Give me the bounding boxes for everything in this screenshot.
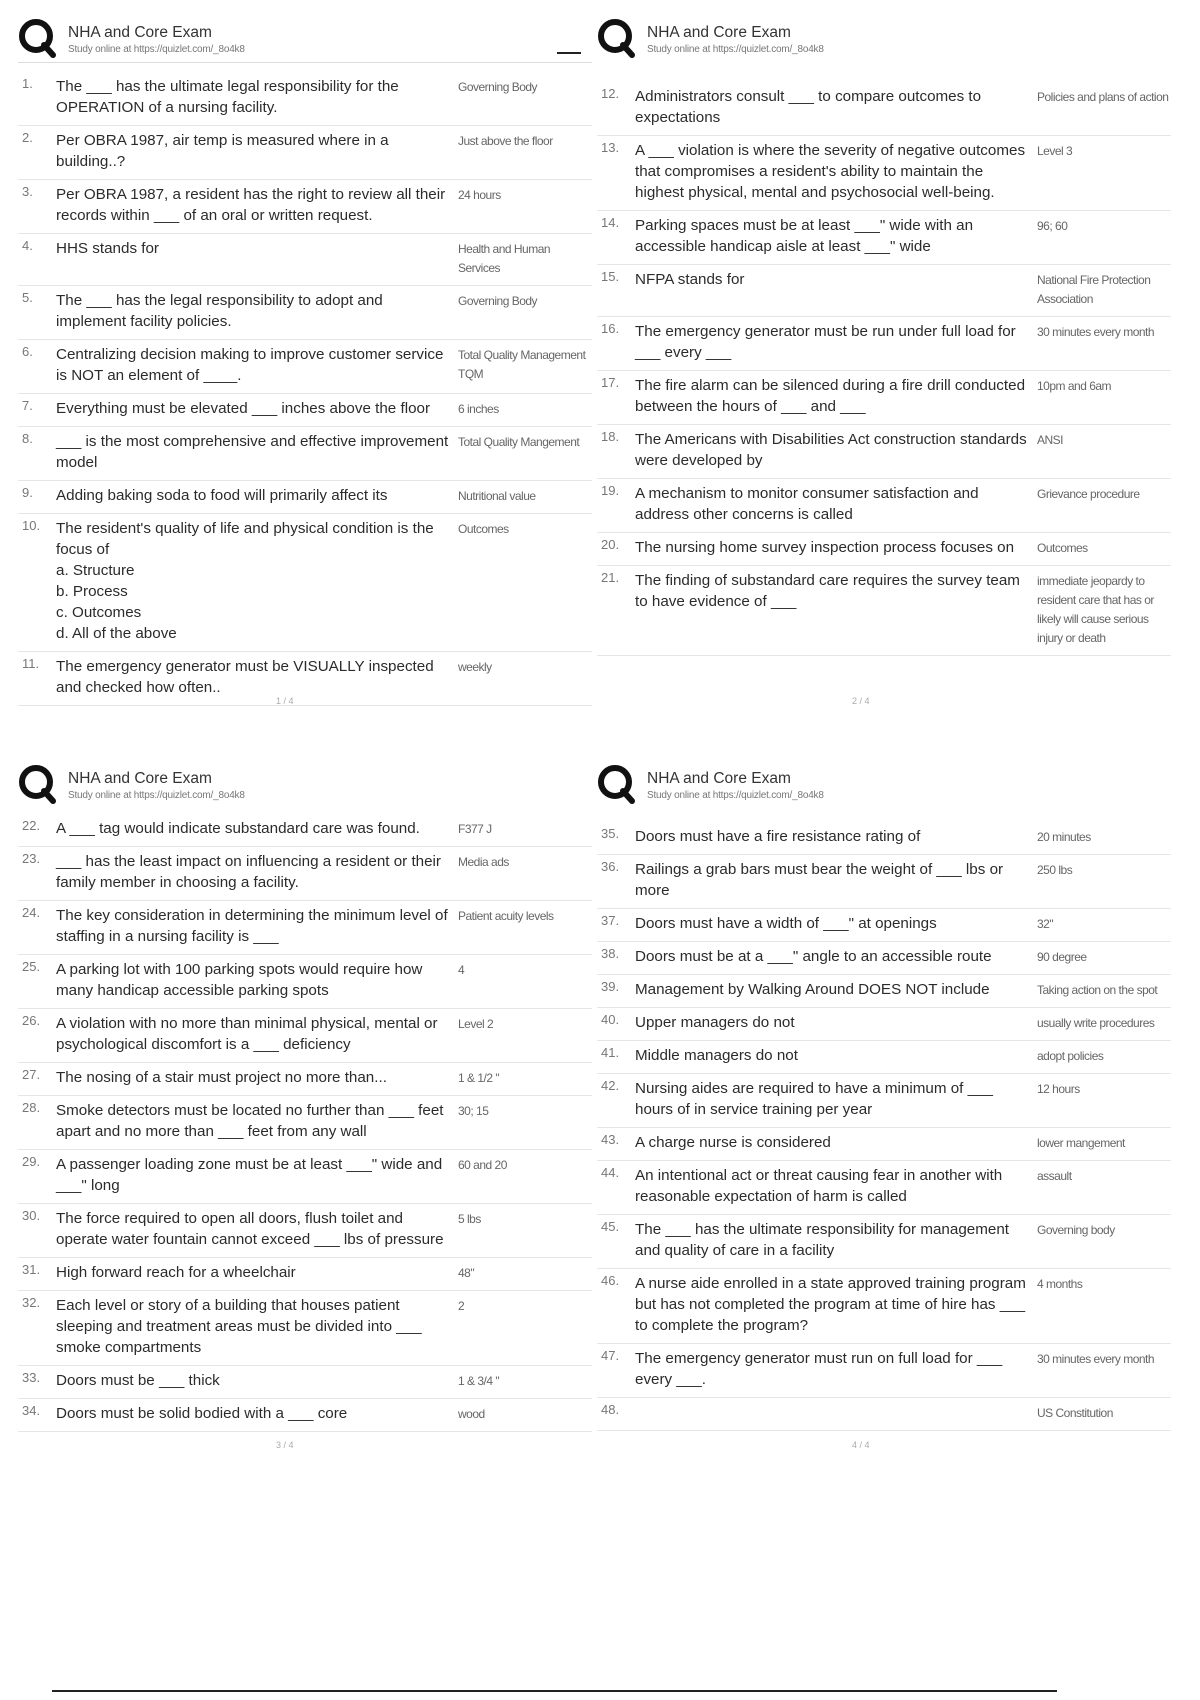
answer-text: immediate jeopardy to resident care that has or likely will cause serious injury or death: [1037, 574, 1154, 645]
qa-row: [597, 82, 1171, 136]
question-number: 7.: [22, 398, 33, 413]
question-text: [56, 431, 458, 473]
question-text: [635, 140, 1037, 203]
qa-row: [18, 1399, 592, 1432]
qa-row: [597, 1269, 1171, 1344]
answer-text: Level 2: [458, 1017, 494, 1031]
question-number: 34.: [22, 1403, 41, 1418]
question-number: 48.: [601, 1402, 620, 1417]
question-text: [635, 1219, 1037, 1261]
question-stem: The nosing of a stair must project no more than...: [56, 1069, 387, 1086]
qa-row: [597, 1215, 1171, 1269]
qa-row: [18, 847, 592, 901]
question-text: [56, 1208, 458, 1250]
question-number: 10.: [22, 518, 41, 533]
question-stem: A charge nurse is considered: [635, 1134, 831, 1151]
qa-row: [18, 814, 592, 847]
page-header: [18, 764, 592, 814]
page-number: 4 / 4: [852, 1440, 870, 1450]
answer-text: ANSI: [1037, 433, 1064, 447]
question-text: [635, 1273, 1037, 1336]
question-stem: The ___ has the ultimate responsibility for management and quality of care in a facility: [635, 1221, 1009, 1259]
qa-row: [18, 234, 592, 286]
deck-title: NHA and Core Exam: [68, 24, 212, 41]
answer-text: lower mangement: [1037, 1136, 1125, 1150]
answer-text: 96; 60: [1037, 219, 1068, 233]
qa-row: [18, 72, 592, 126]
qa-row: [18, 394, 592, 427]
answer-text: 4 months: [1037, 1277, 1083, 1291]
question-stem: The ___ has the ultimate legal responsibility for the OPERATION of a nursing facility.: [56, 78, 399, 116]
question-text: [56, 1403, 458, 1424]
answer-text: 6 inches: [458, 402, 499, 416]
question-text: [56, 1370, 458, 1391]
question-stem: The Americans with Disabilities Act construction standards were developed by: [635, 431, 1027, 469]
question-text: [56, 184, 458, 226]
question-stem: The emergency generator must be run under full load for ___ every ___: [635, 323, 1016, 361]
question-number: 22.: [22, 818, 41, 833]
study-link[interactable]: Study online at https://quizlet.com/_8o4k8: [68, 44, 245, 55]
qa-row: [597, 479, 1171, 533]
question-text: [635, 1078, 1037, 1120]
answer-text: Governing Body: [458, 294, 538, 308]
answer-text: 20 minutes: [1037, 830, 1091, 844]
question-stem: Middle managers do not: [635, 1047, 798, 1064]
answer-text: 5 lbs: [458, 1212, 481, 1226]
qa-row: [18, 955, 592, 1009]
qa-row: [18, 180, 592, 234]
question-text: [635, 537, 1037, 558]
question-stem: Management by Walking Around DOES NOT include: [635, 981, 990, 998]
question-number: 11.: [22, 656, 40, 671]
question-text: [56, 1262, 458, 1283]
quizlet-logo-icon: [597, 764, 637, 804]
answer-text: Health and Human Services: [458, 242, 551, 275]
question-number: 38.: [601, 946, 620, 961]
answer-text: 4: [458, 963, 465, 977]
question-text: [635, 1045, 1037, 1066]
answer-text: Governing Body: [458, 80, 538, 94]
question-text: [635, 483, 1037, 525]
question-stem: Doors must be solid bodied with a ___ core: [56, 1405, 348, 1422]
answer-option: b. Process: [56, 583, 128, 600]
answer-text: Patient acuity levels: [458, 909, 554, 923]
question-stem: A mechanism to monitor consumer satisfaction and address other concerns is called: [635, 485, 979, 523]
answer-text: National Fire Protection Association: [1037, 273, 1151, 306]
answer-text: 60 and 20: [458, 1158, 507, 1172]
qa-row: [597, 211, 1171, 265]
question-text: [56, 344, 458, 386]
question-number: 3.: [22, 184, 33, 199]
qa-row: [18, 1291, 592, 1366]
answer-text: assault: [1037, 1169, 1072, 1183]
question-stem: The finding of substandard care requires the survey team to have evidence of ___: [635, 572, 1020, 610]
question-stem: Administrators consult ___ to compare outcomes to expectations: [635, 88, 982, 126]
question-stem: Adding baking soda to food will primarily affect its: [56, 487, 388, 504]
question-stem: Doors must be at a ___" angle to an accessible route: [635, 948, 992, 965]
quizlet-logo-icon: [597, 18, 637, 58]
question-text: [56, 518, 458, 644]
answer-text: Taking action on the spot: [1037, 983, 1158, 997]
question-number: 36.: [601, 859, 620, 874]
question-text: [56, 485, 458, 506]
qa-row: [597, 1074, 1171, 1128]
answer-text: 10pm and 6am: [1037, 379, 1112, 393]
qa-row: [597, 1161, 1171, 1215]
question-stem: The fire alarm can be silenced during a fire drill conducted between the hours of ___ and ___: [635, 377, 1026, 415]
qa-row: [18, 340, 592, 394]
question-text: [56, 851, 458, 893]
question-number: 29.: [22, 1154, 41, 1169]
question-stem: Parking spaces must be at least ___" wide with an accessible handicap aisle at least ___" wide: [635, 217, 974, 255]
qa-list: [18, 72, 592, 706]
question-stem: Each level or story of a building that houses patient sleeping and treatment areas must be divided into ___ smoke compartments: [56, 1297, 422, 1356]
question-text: [56, 1013, 458, 1055]
question-stem: A ___ violation is where the severity of negative outcomes that compromises a resident's ability to maintain the highest physical, mental and psychosocial well-being.: [635, 142, 1026, 201]
answer-text: 30 minutes every month: [1037, 325, 1155, 339]
question-stem: Per OBRA 1987, a resident has the right to review all their records within ___ of an oral or written request.: [56, 186, 446, 224]
question-stem: The key consideration in determining the minimum level of staffing in a nursing facility is ___: [56, 907, 448, 945]
answer-text: wood: [458, 1407, 485, 1421]
question-number: 42.: [601, 1078, 620, 1093]
question-text: [635, 1402, 1037, 1423]
question-text: [635, 375, 1037, 417]
question-number: 9.: [22, 485, 33, 500]
qa-list: [597, 822, 1171, 1431]
qa-row: [18, 652, 592, 706]
question-stem: A passenger loading zone must be at least ___" wide and ___" long: [56, 1156, 443, 1194]
deck-title: NHA and Core Exam: [647, 770, 791, 787]
question-stem: The emergency generator must be VISUALLY inspected and checked how often..: [56, 658, 434, 696]
qa-row: [18, 1366, 592, 1399]
question-number: 41.: [601, 1045, 620, 1060]
question-number: 40.: [601, 1012, 620, 1027]
bottom-rule: [52, 1690, 1057, 1692]
question-number: 8.: [22, 431, 33, 446]
qa-row: [597, 942, 1171, 975]
qa-row: [597, 265, 1171, 317]
deck-title: NHA and Core Exam: [68, 770, 212, 787]
question-number: 27.: [22, 1067, 41, 1082]
question-text: [56, 290, 458, 332]
question-text: [56, 398, 458, 419]
question-number: 24.: [22, 905, 41, 920]
question-text: [635, 826, 1037, 847]
question-stem: Centralizing decision making to improve customer service is NOT an element of ____.: [56, 346, 444, 384]
answer-text: 1 & 1/2 ": [458, 1071, 500, 1085]
question-text: [635, 913, 1037, 934]
header-divider: [18, 62, 592, 63]
qa-row: [597, 533, 1171, 566]
qa-row: [597, 1344, 1171, 1398]
qa-list: [597, 82, 1171, 656]
question-stem: Nursing aides are required to have a minimum of ___ hours of in service training per year: [635, 1080, 993, 1118]
qa-row: [597, 909, 1171, 942]
question-text: [56, 130, 458, 172]
answer-text: 2: [458, 1299, 465, 1313]
question-stem: High forward reach for a wheelchair: [56, 1264, 296, 1281]
question-text: [635, 269, 1037, 309]
page-header: [597, 764, 1171, 814]
question-stem: A ___ tag would indicate substandard care was found.: [56, 820, 420, 837]
answer-text: adopt policies: [1037, 1049, 1104, 1063]
page-4: [597, 764, 1171, 1431]
qa-row: [597, 1128, 1171, 1161]
question-number: 37.: [601, 913, 620, 928]
qa-row: [597, 1008, 1171, 1041]
answer-text: US Constitution: [1037, 1406, 1113, 1420]
question-text: [635, 1012, 1037, 1033]
answer-text: Policies and plans of action: [1037, 90, 1169, 104]
page-number: 1 / 4: [276, 696, 294, 706]
page-3: [18, 764, 592, 1432]
question-stem: ___ is the most comprehensive and effective improvement model: [56, 433, 449, 471]
answer-text: Outcomes: [458, 522, 509, 536]
question-text: [635, 1165, 1037, 1207]
answer-text: Outcomes: [1037, 541, 1088, 555]
question-stem: A violation with no more than minimal physical, mental or psychological discomfort is a ___ deficiency: [56, 1015, 438, 1053]
deck-title: NHA and Core Exam: [647, 24, 791, 41]
question-stem: Upper managers do not: [635, 1014, 795, 1031]
qa-row: [597, 425, 1171, 479]
answer-text: Governing body: [1037, 1223, 1115, 1237]
question-number: 21.: [601, 570, 620, 585]
question-number: 14.: [601, 215, 620, 230]
qa-row: [597, 822, 1171, 855]
study-link[interactable]: Study online at https://quizlet.com/_8o4k8: [68, 790, 245, 801]
question-number: 45.: [601, 1219, 620, 1234]
page-1: [18, 18, 592, 706]
question-number: 30.: [22, 1208, 41, 1223]
question-number: 17.: [601, 375, 620, 390]
question-number: 12.: [601, 86, 620, 101]
question-stem: The nursing home survey inspection process focuses on: [635, 539, 1015, 556]
question-number: 26.: [22, 1013, 41, 1028]
question-number: 13.: [601, 140, 620, 155]
question-stem: Doors must have a width of ___" at openings: [635, 915, 937, 932]
qa-row: [597, 371, 1171, 425]
question-stem: The emergency generator must run on full load for ___ every ___.: [635, 1350, 1003, 1388]
question-stem: ___ has the least impact on influencing a resident or their family member in choosing a facility.: [56, 853, 441, 891]
answer-option: c. Outcomes: [56, 604, 142, 621]
quizlet-logo-icon: [18, 764, 58, 804]
question-number: 44.: [601, 1165, 620, 1180]
answer-text: 1 & 3/4 ": [458, 1374, 500, 1388]
question-text: [56, 905, 458, 947]
answer-text: 250 lbs: [1037, 863, 1073, 877]
qa-row: [597, 1398, 1171, 1431]
answer-text: Media ads: [458, 855, 509, 869]
question-text: [635, 859, 1037, 901]
question-text: [635, 570, 1037, 648]
answer-text: Nutritional value: [458, 489, 536, 503]
page-header: [18, 18, 592, 68]
question-text: [56, 76, 458, 118]
answer-text: Total Quality Mangement: [458, 435, 580, 449]
qa-list: [18, 814, 592, 1432]
question-text: [56, 238, 458, 278]
question-stem: Everything must be elevated ___ inches above the floor: [56, 400, 431, 417]
question-number: 16.: [601, 321, 620, 336]
question-stem: Per OBRA 1987, air temp is measured where in a building..?: [56, 132, 389, 170]
page-number: 3 / 4: [276, 1440, 294, 1450]
question-stem: Railings a grab bars must bear the weight of ___ lbs or more: [635, 861, 1004, 899]
qa-row: [18, 481, 592, 514]
question-text: [635, 946, 1037, 967]
qa-row: [18, 427, 592, 481]
answer-option: d. All of the above: [56, 625, 177, 642]
answer-text: Total Quality Management TQM: [458, 348, 586, 381]
page-separator-mark: [557, 52, 581, 54]
answer-text: 90 degree: [1037, 950, 1087, 964]
qa-row: [18, 1204, 592, 1258]
question-text: [635, 1132, 1037, 1153]
qa-row: [18, 1063, 592, 1096]
question-text: [635, 86, 1037, 128]
answer-text: 30 minutes every month: [1037, 1352, 1155, 1366]
question-number: 32.: [22, 1295, 41, 1310]
question-stem: Doors must be ___ thick: [56, 1372, 220, 1389]
question-stem: HHS stands for: [56, 240, 159, 257]
study-link[interactable]: Study online at https://quizlet.com/_8o4k8: [647, 790, 824, 801]
answer-text: 30; 15: [458, 1104, 489, 1118]
question-number: 19.: [601, 483, 620, 498]
question-stem: A parking lot with 100 parking spots would require how many handicap accessible parking spots: [56, 961, 423, 999]
question-number: 47.: [601, 1348, 620, 1363]
qa-row: [18, 126, 592, 180]
answer-text: 32": [1037, 917, 1054, 931]
question-stem: Doors must have a fire resistance rating of: [635, 828, 921, 845]
answer-text: 48": [458, 1266, 475, 1280]
page-number: 2 / 4: [852, 696, 870, 706]
question-text: [635, 979, 1037, 1000]
answer-text: 12 hours: [1037, 1082, 1080, 1096]
question-number: 15.: [601, 269, 620, 284]
qa-row: [18, 1009, 592, 1063]
qa-row: [597, 975, 1171, 1008]
page-2: [597, 18, 1171, 656]
question-number: 25.: [22, 959, 41, 974]
question-text: [56, 959, 458, 1001]
question-number: 2.: [22, 130, 33, 145]
question-stem: The force required to open all doors, flush toilet and operate water fountain cannot exceed ___ lbs of pressure: [56, 1210, 444, 1248]
question-number: 43.: [601, 1132, 620, 1147]
question-text: [56, 1154, 458, 1196]
qa-row: [597, 136, 1171, 211]
question-number: 33.: [22, 1370, 41, 1385]
quizlet-logo-icon: [18, 18, 58, 58]
answer-text: 24 hours: [458, 188, 501, 202]
answer-text: weekly: [458, 660, 492, 674]
question-number: 28.: [22, 1100, 41, 1115]
answer-text: Grievance procedure: [1037, 487, 1140, 501]
question-stem: A nurse aide enrolled in a state approved training program but has not completed the program at time of hire has ___ to complete the program?: [635, 1275, 1026, 1334]
question-number: 18.: [601, 429, 620, 444]
question-stem: The ___ has the legal responsibility to adopt and implement facility policies.: [56, 292, 383, 330]
question-text: [635, 215, 1037, 257]
question-stem: The resident's quality of life and physical condition is the focus of: [56, 520, 434, 558]
page-header: [597, 18, 1171, 68]
qa-row: [18, 514, 592, 652]
question-number: 5.: [22, 290, 33, 305]
qa-row: [597, 566, 1171, 656]
qa-row: [18, 1096, 592, 1150]
question-number: 31.: [22, 1262, 41, 1277]
question-text: [56, 1295, 458, 1358]
question-text: [56, 818, 458, 839]
question-stem: Smoke detectors must be located no further than ___ feet apart and no more than ___ feet from any wall: [56, 1102, 444, 1140]
question-number: 1.: [22, 76, 33, 91]
answer-text: Just above the floor: [458, 134, 553, 148]
qa-row: [597, 1041, 1171, 1074]
answer-text: F377 J: [458, 822, 492, 836]
qa-row: [597, 317, 1171, 371]
qa-row: [18, 1150, 592, 1204]
qa-row: [18, 901, 592, 955]
study-link[interactable]: Study online at https://quizlet.com/_8o4k8: [647, 44, 824, 55]
question-number: 4.: [22, 238, 33, 253]
question-number: 46.: [601, 1273, 620, 1288]
question-text: [56, 1067, 458, 1088]
question-stem: An intentional act or threat causing fear in another with reasonable expectation of harm is called: [635, 1167, 1003, 1205]
question-stem: NFPA stands for: [635, 271, 745, 288]
question-number: 39.: [601, 979, 620, 994]
question-text: [56, 1100, 458, 1142]
question-number: 23.: [22, 851, 41, 866]
answer-text: Level 3: [1037, 144, 1073, 158]
question-text: [635, 429, 1037, 471]
question-number: 35.: [601, 826, 620, 841]
question-number: 20.: [601, 537, 620, 552]
answer-option: a. Structure: [56, 562, 135, 579]
question-text: [635, 321, 1037, 363]
question-number: 6.: [22, 344, 33, 359]
question-text: [635, 1348, 1037, 1390]
answer-text: usually write procedures: [1037, 1016, 1155, 1030]
qa-row: [18, 1258, 592, 1291]
qa-row: [597, 855, 1171, 909]
qa-row: [18, 286, 592, 340]
question-text: [56, 656, 458, 698]
